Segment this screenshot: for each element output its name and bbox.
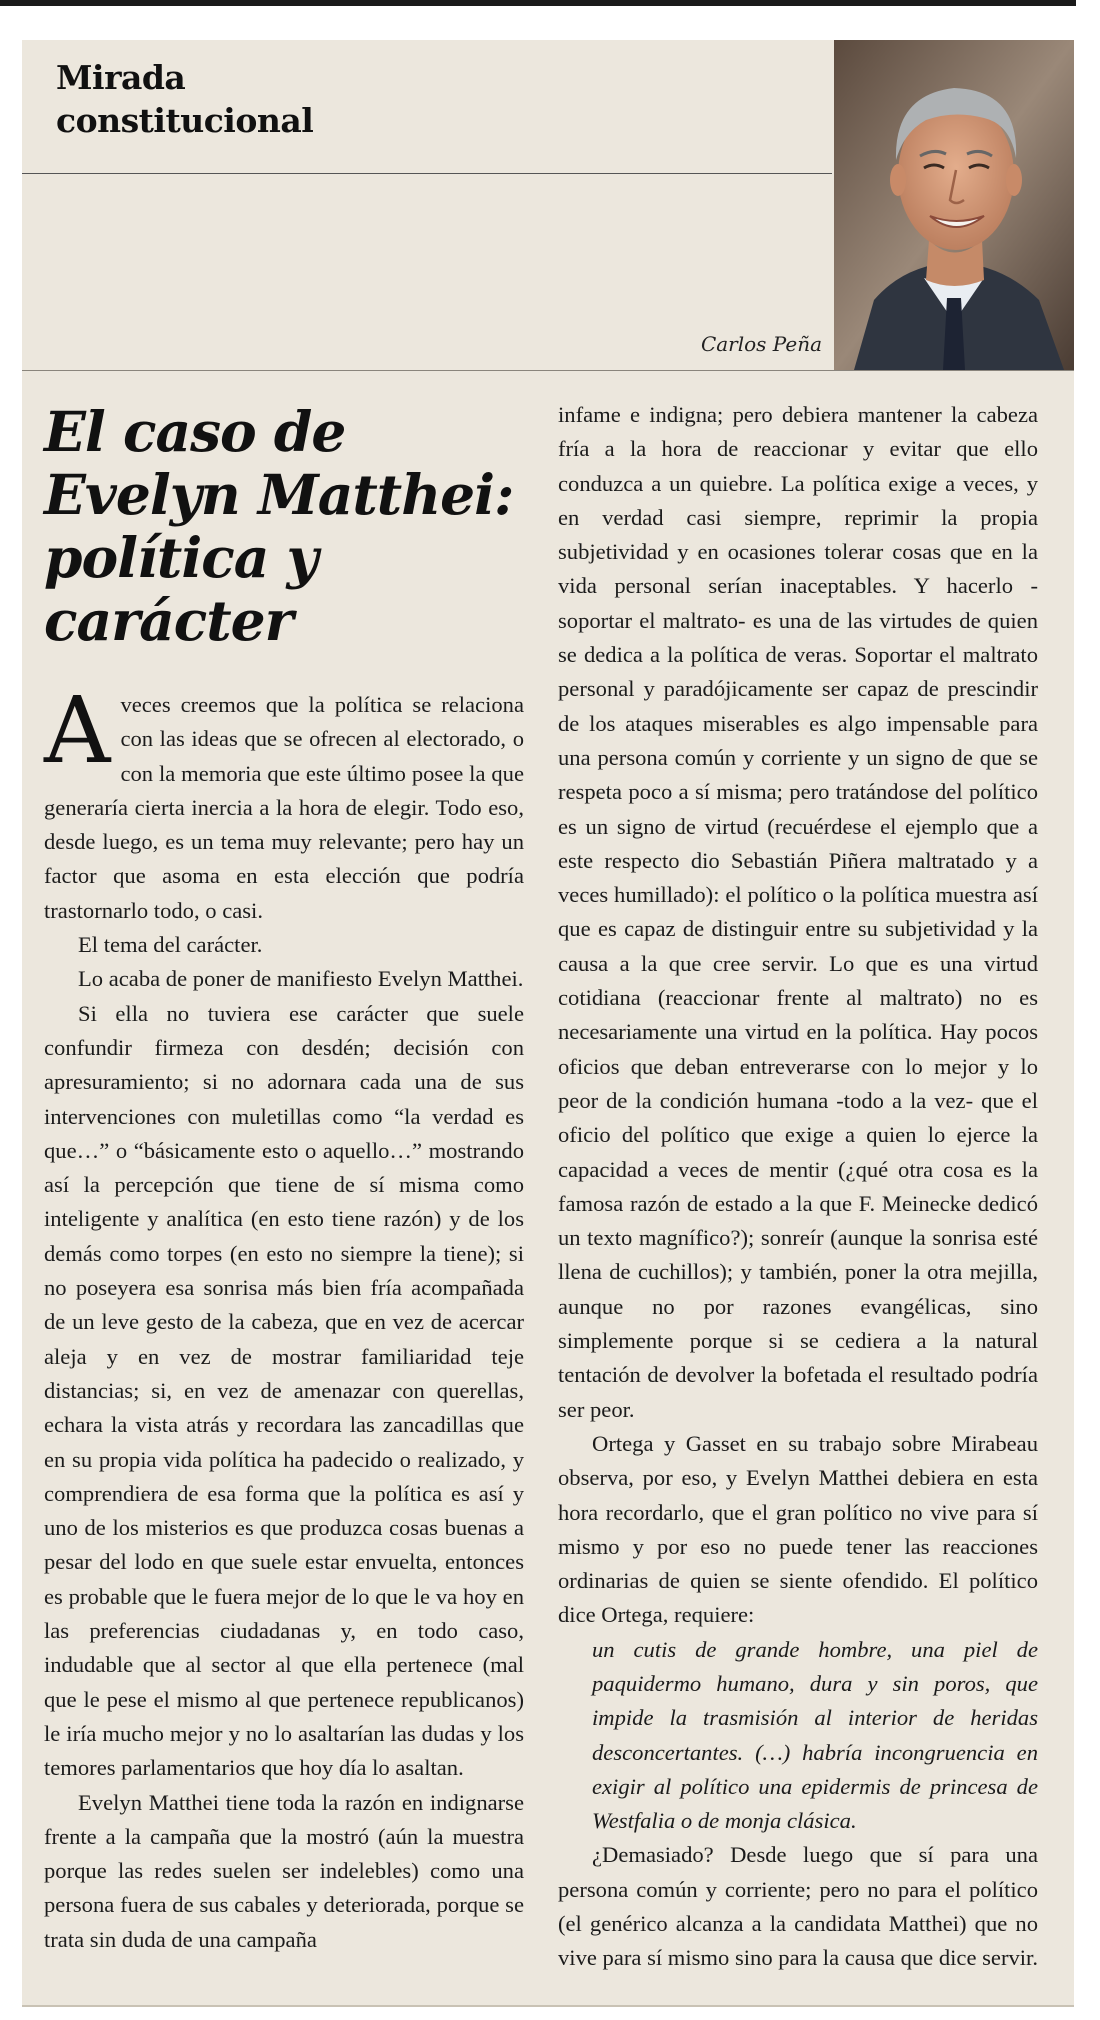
section-title [56,56,556,142]
paragraph: ¿Demasiado? Desde luego que sí para una persona común y corriente; pero no para el político (el genérico alcanza a la candidata Matthei) que no vive para sí mismo sino para la causa que dice servir. [558,1842,1038,1971]
paragraph: Si ella no tuviera ese carácter que suele confundir firmeza con desdén; decisión con apresuramiento; si no adornara cada una de sus intervenciones con muletillas como “la verdad es que…” o “básicamente esto o aquello…” mostrando así la percepción que tiene de sí misma como inteligente y analítica (en esto tiene razón) y de los demás como torpes (en esto no siempre la tiene); si no poseyera esa sonrisa más bien fría acompañada de un leve gesto de la cabeza, que en vez de acercar aleja y en vez de mostrar familiaridad teje distancias; si, en vez de amenazar con querellas, echara la vista atrás y recordara las zancadillas que en su propia vida política ha padecido o realizado, y comprendiera de esa forma que la política es así y uno de los misterios es que produzca cosas buenas a pesar del lodo en que suele estar envuelta, entonces es probable que le fuera mejor de lo que le va hoy en las preferencias ciudadanas y, en todo caso, indudable que al sector al que ella pertenece (mal que le pese el mismo al que pertenece republicanos) le iría mucho mejor y no lo asaltarían las dudas y los temores parlamentarios que hoy día lo asaltan. [44,1000,524,1781]
headline-line4: carácter [44,588,293,653]
divider [22,370,1074,371]
paragraph-text: veces creemos que la política se relaciona con las ideas que se ofrecen al electorado, o con la memoria que este último posee la que generaría cierta inercia a la hora de elegir. Todo eso, desde luego, es un tema muy relevante; pero hay un factor que asoma en esta elección que podría trastornarlo todo, o casi. [44,692,524,923]
paragraph: Lo acaba de poner de manifiesto Evelyn Matthei. [78,966,524,992]
paragraph: El tema del carácter. [78,932,263,958]
section-header [22,40,832,174]
article-column-right [558,398,1038,1976]
section-title-line2: constitucional [56,101,314,140]
author-name: Carlos Peña [700,332,822,356]
block-quote: un cutis de grande hombre, una piel de paquidermo humano, dura y sin poros, que impide la trasmisión al interior de heridas desconcertantes. (…) habría incongruencia en exigir al político una epidermis de princesa de Westfalia o de monja clásica. [592,1636,1038,1834]
headline-line1: El caso de [44,399,346,464]
section-title-line1: Mirada [56,58,186,97]
article-column-left [44,677,524,1957]
paragraph: infame e indigna; pero debiera mantener la cabeza fría a la hora de reaccionar y evitar que ello conduzca a un quiebre. La política exige a veces, y en verdad casi siempre, reprimir la propia subjetividad y en ocasiones tolerar cosas que en la vida personal serían inaceptables. Y hacerlo -soportar el maltrato- es una de las virtudes de quien se dedica a la política de veras. Soportar el maltrato personal y paradójicamente ser capaz de prescindir de los ataques miserables es algo impensable para una persona común y corriente y un signo de que se respeta poco a sí misma; pero tratándose del político es un signo de virtud (recuérdese el ejemplo que a este respecto dio Sebastián Piñera maltratado y a veces humillado): el político o la política muestra así que es capaz de distinguir entre su subjetividad y la causa a la que cree servir. Lo que es una virtud cotidiana (reaccionar frente al maltrato) no es necesariamente una virtud en la política. Hay pocos oficios que deban entreverarse con lo mejor y lo peor de la condición humana -todo a la vez- que el oficio del político que exige a quien lo ejerce la capacidad a veces de mentir (¿qué otra cosa es la famosa razón de estado a la que F. Meinecke dedicó un texto magnífico?); sonreír (aunque la sonrisa esté llena de cuchillos); y también, poner la otra mejilla, aunque no por razones evangélicas, sino simplemente porque si se cediera a la natural tentación de devolver la bofetada el resultado podría ser peor. [558,402,1038,1422]
top-rule [0,0,1076,6]
article-headline [44,400,534,652]
paragraph: Evelyn Matthei tiene toda la razón en indignarse frente a la campaña que la mostró (aún la muestra porque las redes suelen ser indelebles) como una persona fuera de sus cabales y deteriorada, porque se trata sin duda de una campaña [44,1789,524,1952]
newspaper-column-clipping [22,40,1074,2007]
drop-cap: A [44,677,111,784]
paragraph: Ortega y Gasset en su trabajo sobre Mirabeau observa, por eso, y Evelyn Matthei debiera en esta hora recordarlo, que el gran político no vive para sí mismo y por eso no puede tener las reacciones ordinarias de quien se siente ofendido. El político dice Ortega, requiere: [558,1430,1038,1628]
paragraph [44,677,524,928]
headline-line3: política y [44,525,318,590]
author-portrait [834,40,1074,370]
headline-line2: Evelyn Matthei: [44,462,514,527]
